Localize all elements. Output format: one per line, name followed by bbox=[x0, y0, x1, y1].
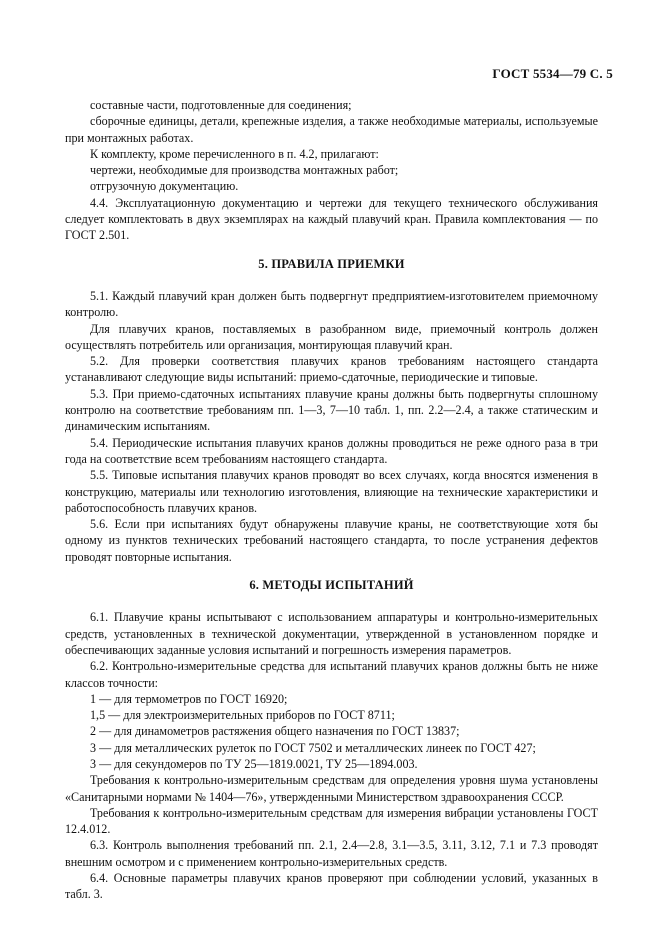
paragraph: 6.2. Контрольно-измерительные средства для испытаний плавучих кранов должны быть не ниже классов точности: bbox=[65, 659, 598, 690]
paragraph: чертежи, необходимые для производства монтажных работ; bbox=[90, 163, 399, 178]
paragraph: 6.3. Контроль выполнения требований пп. 2.1, 2.4—2.8, 3.1—3.5, 3.11, 3.12, 7.1 и 7.3 проводят внешним осмотром и с применением контрольно-измерительных средств. bbox=[65, 838, 598, 869]
section-heading: 5. ПРАВИЛА ПРИЕМКИ bbox=[258, 256, 405, 271]
paragraph: сборочные единицы, детали, крепежные изделия, а также необходимые материалы, используемые при монтажных работах. bbox=[65, 114, 598, 145]
paragraph: 5.6. Если при испытаниях будут обнаружены плавучие краны, не соответствующие хотя бы одному из пунктов технических требований настоящего стандарта, то после устранения дефектов проводят повторные испытания. bbox=[65, 517, 598, 564]
paragraph: 4.4. Эксплуатационную документацию и чертежи для текущего технического обслуживания следует комплектовать в двух экземплярах на каждый плавучий кран. Правила комплектования — по ГОСТ 2.501. bbox=[65, 195, 598, 243]
paragraph: 5.5. Типовые испытания плавучих кранов проводят во всех случаях, когда вносятся изменения в конструкцию, материалы или технологию изготовления, влияющие на технические характеристики и работоспособность плавучих кранов. bbox=[65, 468, 598, 515]
list-item: 1 — для термометров по ГОСТ 16920; bbox=[90, 691, 288, 706]
list-item: 2 — для динамометров растяжения общего назначения по ГОСТ 13837; bbox=[90, 724, 460, 739]
paragraph: Для плавучих кранов, поставляемых в разобранном виде, приемочный контроль должен осуществлять потребитель или организация, монтирующая плавучий кран. bbox=[65, 321, 598, 352]
section-heading: 6. МЕТОДЫ ИСПЫТАНИЙ bbox=[249, 578, 414, 593]
list-item: 3 — для секундомеров по ТУ 25—1819.0021, ТУ 25—1894.003. bbox=[90, 756, 418, 771]
page-header: ГОСТ 5534—79 С. 5 bbox=[492, 66, 613, 81]
paragraph: отгрузочную документацию. bbox=[90, 179, 239, 194]
document-body bbox=[65, 97, 598, 903]
paragraph: К комплекту, кроме перечисленного в п. 4.2, прилагают: bbox=[90, 146, 379, 161]
list-item: 1,5 — для электроизмерительных приборов по ГОСТ 8711; bbox=[90, 708, 395, 723]
paragraph: 6.1. Плавучие краны испытывают с использованием аппаратуры и контрольно-измерительных средств, установленных в технической документации, утвержденной в установленном порядке и обеспечивающих заданные условия испытаний и погрешность измерения параметров. bbox=[65, 610, 598, 657]
paragraph: 5.4. Периодические испытания плавучих кранов должны проводиться не реже одного раза в три года на соответствие всем требованиям настоящего стандарта. bbox=[65, 435, 598, 466]
paragraph: Требования к контрольно-измерительным средствам для измерения вибрации установлены ГОСТ 12.4.012. bbox=[65, 805, 598, 837]
paragraph: Требования к контрольно-измерительным средствам для определения уровня шума установлены «Санитарными нормами № 1404—76», утвержденными Министерством здравоохранения СССР. bbox=[65, 773, 598, 804]
paragraph: составные части, подготовленные для соединения; bbox=[90, 98, 352, 112]
paragraph: 6.4. Основные параметры плавучих кранов проверяют при соблюдении условий, указанных в табл. 3. bbox=[65, 871, 598, 902]
paragraph: 5.1. Каждый плавучий кран должен быть подвергнут предприятием-изготовителем приемочному контролю. bbox=[65, 288, 598, 320]
paragraph: 5.2. Для проверки соответствия плавучих кранов требованиям настоящего стандарта устанавливают следующие виды испытаний: приемо-сдаточные, периодические и типовые. bbox=[65, 354, 598, 385]
paragraph: 5.3. При приемо-сдаточных испытаниях плавучие краны должны быть подвергнуты сплошному контролю на соответствие требованиям пп. 1—3, 7—10 табл. 1, пп. 2.2—2.4, а также статическим и динамическим испытаниям. bbox=[65, 386, 598, 434]
list-item: 3 — для металлических рулеток по ГОСТ 7502 и металлических линеек по ГОСТ 427; bbox=[90, 740, 536, 755]
